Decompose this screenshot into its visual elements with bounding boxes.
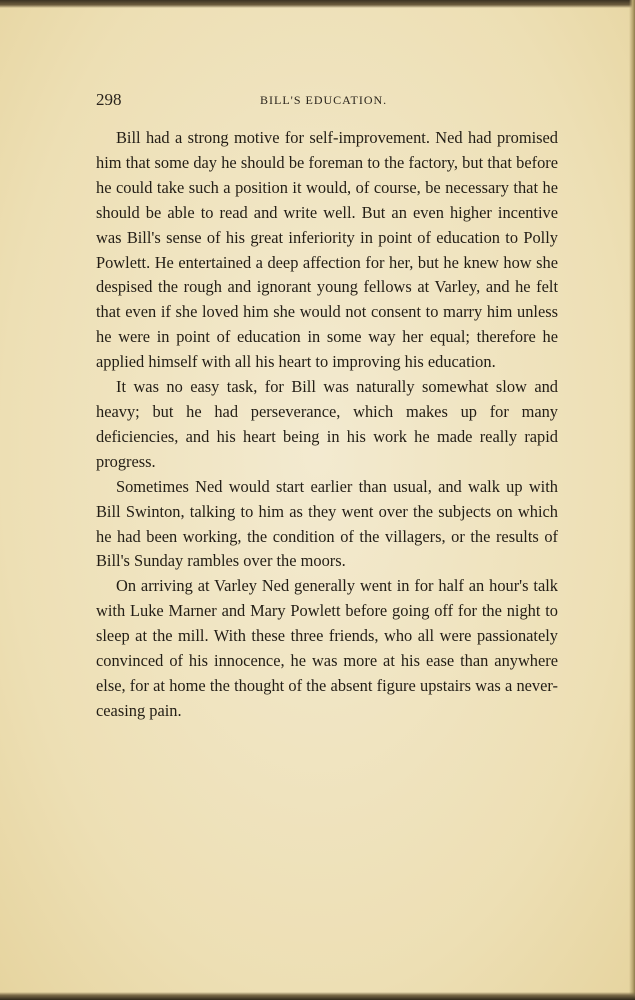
paragraph: Sometimes Ned would start earlier than usual, and walk up with Bill Swinton, talking to him as they went over the subjects on which he had been working, the condition of the villagers, or the results of Bill's Sunday rambles over the moors. xyxy=(96,476,558,571)
paragraph: It was no easy task, for Bill was naturally somewhat slow and heavy; but he had perseverance, which makes up for many deficiencies, and his heart being in his work he made really rapid progress. xyxy=(96,377,558,471)
page-number: 298 xyxy=(96,90,122,109)
running-head: BILL'S EDUCATION. xyxy=(260,93,388,107)
body-text xyxy=(96,126,558,724)
paragraph: On arriving at Varley Ned generally went in for half an hour's talk with Luke Marner and Mary Powlett before going off for the night to sleep at the mill. With these three friends, who all were passionately convinced of his innocence, he was more at his ease than anywhere else, for at home the thought of the absent figure upstairs was a never-ceasing pain. xyxy=(96,576,558,720)
paragraph: Bill had a strong motive for self-improvement. Ned had promised him that some day he should be foreman to the factory, but that before he could take such a position it would, of course, be necessary that he should be able to read and write well. But an even higher incentive was Bill's sense of his great inferiority in point of education to Polly Powlett. He entertained a deep affection for her, but he knew how she despised the rough and ignorant young fellows at Varley, and he felt that even if she loved him she would not consent to marry him unless he were in point of education in some way her equal; therefore he applied himself with all his heart to improving his education. xyxy=(96,128,558,372)
page-header xyxy=(96,90,558,112)
page-bottom-edge xyxy=(0,992,635,1000)
page-right-edge xyxy=(629,0,635,1000)
page-top-edge xyxy=(0,0,635,8)
